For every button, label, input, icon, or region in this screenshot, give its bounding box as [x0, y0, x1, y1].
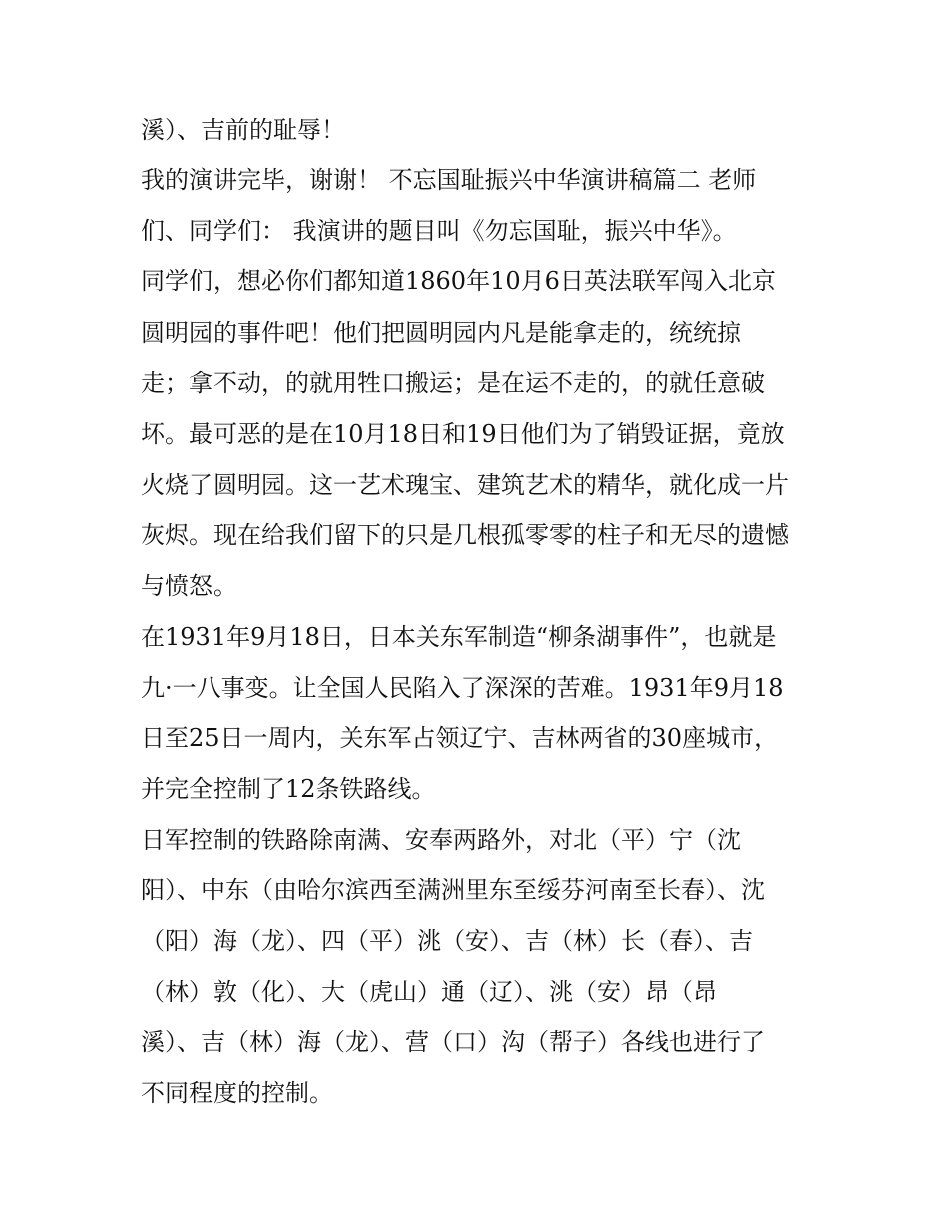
text-line: 灰烬。现在给我们留下的只是几根孤零零的柱子和无尽的遗憾 [141, 521, 789, 549]
text-line: 们、同学们： 我演讲的题目叫《勿忘国耻，振兴中华》。 [141, 217, 737, 245]
text-line: 溪）、吉前的耻辱！ [141, 116, 345, 144]
text-line: （阳）海（龙）、四（平）洮（安）、吉（林）长（春）、吉 [141, 927, 753, 955]
text-line: 我的演讲完毕，谢谢！ 不忘国耻振兴中华演讲稿篇二 老师 [141, 166, 757, 194]
text-line: 坏。最可恶的是在10月18日和19日他们为了销毁证据，竟放 [141, 420, 785, 448]
text-line: 在1931年9月18日，日本关东军制造“柳条湖事件”，也就是 [141, 623, 777, 651]
text-line: 并完全控制了12条铁路线。 [141, 775, 436, 803]
text-line: （林）敦（化）、大（虎山）通（辽）、洮（安）昂（昂 [141, 978, 717, 1006]
text-line: 走；拿不动，的就用牲口搬运；是在运不走的，的就任意破 [141, 369, 765, 397]
text-line: 九·一八事变。让全国人民陷入了深深的苦难。1931年9月18 [141, 674, 784, 702]
text-line: 圆明园的事件吧！他们把圆明园内凡是能拿走的，统统掠 [141, 319, 741, 347]
text-line: 与愤怒。 [141, 572, 237, 600]
text-line: 火烧了圆明园。这一艺术瑰宝、建筑艺术的精华，就化成一片 [141, 471, 789, 499]
text-line: 溪）、吉（林）海（龙）、营（口）沟（帮子）各线也进行了 [141, 1028, 765, 1056]
text-line: 同学们，想必你们都知道1860年10月6日英法联军闯入北京 [141, 267, 776, 295]
text-line: 不同程度的控制。 [141, 1079, 333, 1107]
text-line: 日军控制的铁路除南满、安奉两路外，对北（平）宁（沈 [141, 826, 741, 854]
text-line: 日至25日一周内，关东军占领辽宁、吉林两省的30座城市， [141, 724, 779, 752]
text-line: 阳）、中东（由哈尔滨西至满洲里东至绥芬河南至长春）、沈 [141, 876, 765, 904]
